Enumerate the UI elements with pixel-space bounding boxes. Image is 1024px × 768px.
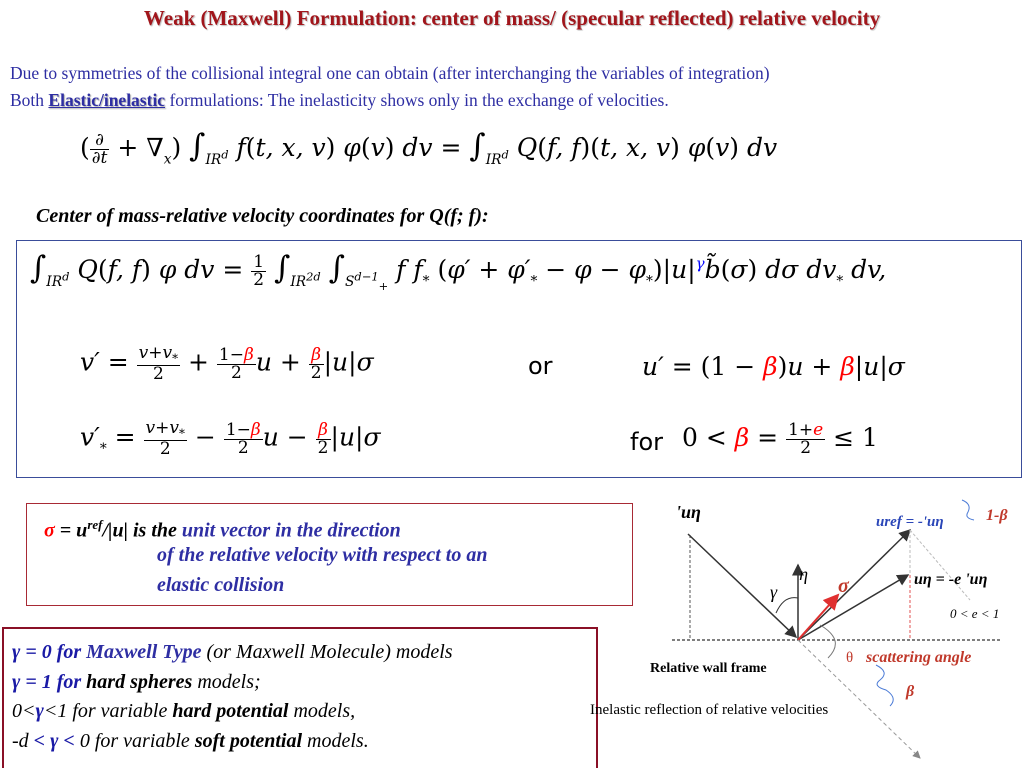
- uref-arrow: [798, 530, 910, 640]
- intro-line-2: [10, 87, 1015, 114]
- uref-dashed-diag: [910, 530, 970, 600]
- label-theta: θ: [846, 650, 854, 666]
- gamma-arc: [776, 598, 798, 613]
- label-gamma: γ: [770, 582, 778, 602]
- intro-line-1: Due to symmetries of the collisional integral one can obtain (after interchanging the variables of integration): [10, 63, 770, 83]
- sigma-definition-line-2: of the relative velocity with respect to an: [157, 544, 488, 566]
- label-un-e: uη = -e 'uη: [914, 571, 988, 588]
- label-e-range: 0 < e < 1: [950, 606, 1000, 621]
- gamma-models-list: [4, 629, 596, 756]
- sigma-arrow: [798, 595, 838, 640]
- label-sigma: σ: [838, 575, 849, 597]
- u-prime-formula: u′ = (1 − β)u + β|u|σ: [642, 352, 905, 381]
- un-inelastic-arrow: [798, 575, 908, 640]
- reflection-diagram: [580, 490, 1024, 768]
- or-text: or: [528, 352, 553, 380]
- sigma-definition-line-1: $\sigma = u^{ref}/|u|$ is the unit vector in the direction: [44, 517, 401, 542]
- label-beta: β: [906, 683, 915, 700]
- v-star-prime-formula: $v'_*$ = $\frac{v+v_*}{2}$ − $\frac{1-\beta}{2}$ u − $\frac{\beta}{2}$ |u|σ: [80, 418, 381, 460]
- slide-title: Weak (Maxwell) Formulation: center of mass/ (specular reflected) relative velocity: [143, 6, 881, 30]
- weak-formulation-equation: ( $\frac{\partial}{\partial t}$ + $\nabla_x$) $\int_{IR^d}$ f(t, x, v) φ(v) dv = $\int_{IR^d}$ Q(f, f)(t, x, v) φ(v) dv: [80, 128, 778, 168]
- gamma-line-hard-potential: 0<γ<1 for variable hard potential models,: [12, 700, 356, 722]
- gamma-models-box: [2, 627, 598, 768]
- center-of-mass-heading: Center of mass-relative velocity coordinates for Q(f; f):: [36, 205, 489, 227]
- intro-both: Both: [10, 90, 45, 110]
- beta-condition-formula: 0 < β = $\frac{1+e}{2}$ ≤ 1: [682, 420, 878, 458]
- gamma-line-hard-spheres: γ = 1 for hard spheres models;: [12, 670, 261, 693]
- v-prime-formula: v′ = $\frac{v+v_*}{2}$ + $\frac{1-\beta}{2}$ u + $\frac{\beta}{2}$ |u|σ: [80, 343, 374, 385]
- label-uref: uref = -'uη: [876, 514, 944, 530]
- diagram-caption: Inelastic reflection of relative velocities: [590, 702, 829, 718]
- label-un-top: 'uη: [676, 502, 701, 522]
- collision-integral-formula: $\int_{IR^d}$ Q(f, f) φ dv = $\frac{1}{2}$ $\int_{IR^{2d}}$ $\int_{S^{d-1}_+}$ f $f_*$ ($\varphi' + \varphi'_* - \varphi$ − $\varphi_*)|u|^\gamma b̃(\sigma)$ dσ $dv_*$ dv,: [30, 250, 887, 293]
- incident-ray: [688, 534, 796, 637]
- gamma-line-soft-potential: -d < γ < 0 for variable soft potential models.: [12, 729, 369, 752]
- label-one-minus-beta: 1-β: [986, 507, 1008, 524]
- label-relative-wall-frame: Relative wall frame: [650, 661, 767, 676]
- label-scattering-angle: scattering angle: [866, 649, 972, 666]
- sigma-symbol: σ: [44, 519, 55, 542]
- label-eta: η: [799, 564, 808, 584]
- sigma-definition-line-3: elastic collision: [157, 574, 285, 596]
- intro-text: [10, 60, 1015, 114]
- theta-arc: [820, 625, 835, 658]
- beta-brace: [876, 665, 893, 706]
- for-text: for: [630, 428, 663, 456]
- one-minus-beta-brace: [962, 500, 974, 520]
- intro-line-2-rest: formulations: The inelasticity shows only in the exchange of velocities.: [169, 90, 669, 110]
- gamma-line-maxwell: γ = 0 for Maxwell Type (or Maxwell Molecule) models: [12, 641, 453, 663]
- elastic-inelastic-highlight: Elastic/inelastic: [48, 90, 166, 110]
